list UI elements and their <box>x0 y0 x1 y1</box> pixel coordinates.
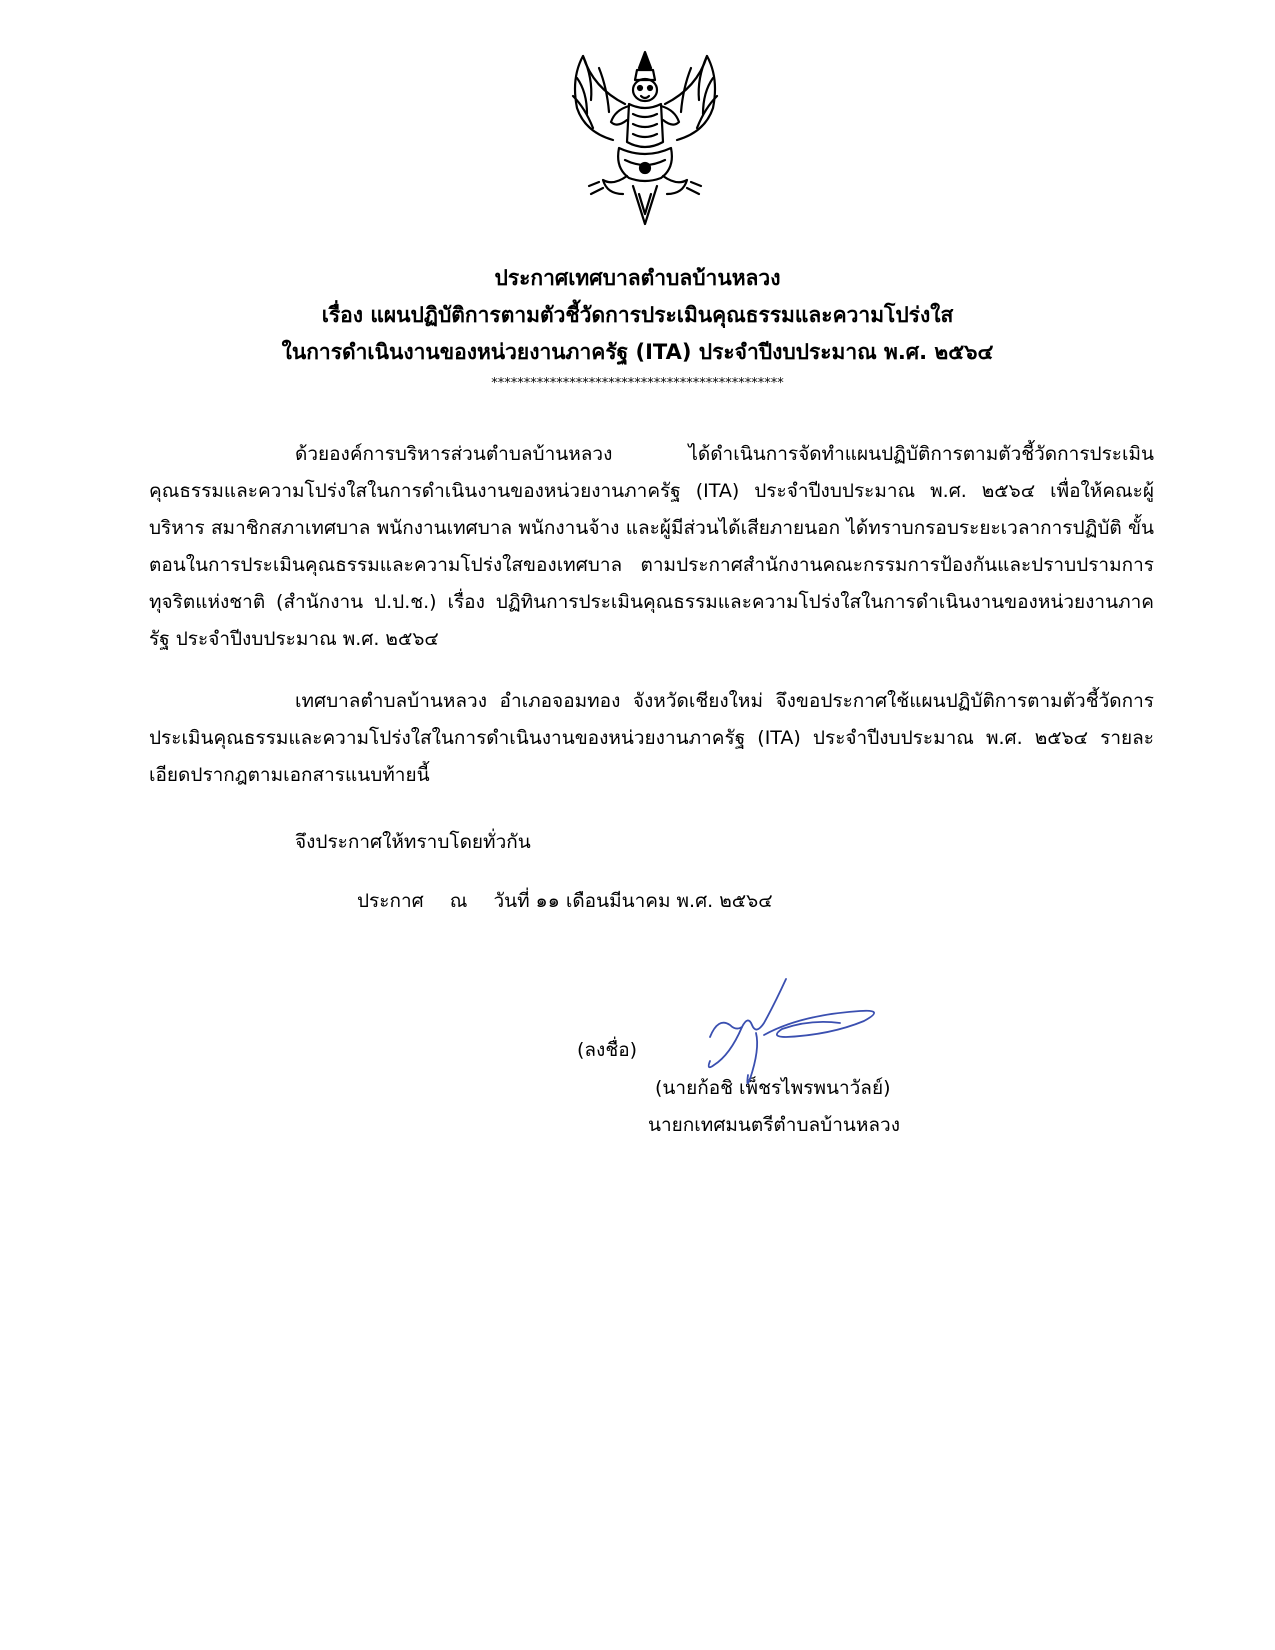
garuda-emblem-icon <box>563 48 727 226</box>
handwritten-signature <box>690 975 910 1105</box>
signatory-name: (นายก้อชิ เพ็ชรไพรพนาวัลย์) <box>655 1077 891 1099</box>
announcement-subject-continued: ในการดำเนินงานของหน่วยงานภาครัฐ (ITA) ประจำปีงบประมาณ พ.ศ. ๒๕๖๔ <box>281 340 994 364</box>
date-at: ณ <box>449 890 468 912</box>
announcement-subject: เรื่อง แผนปฏิบัติการตามตัวชี้วัดการประเมินคุณธรรมและความโปร่งใส <box>321 303 954 327</box>
signed-label: (ลงชื่อ) <box>577 1039 638 1061</box>
date-label: ประกาศ <box>357 890 424 912</box>
body-paragraph-2: เทศบาลตำบลบ้านหลวง อำเภอจอมทอง จังหวัดเชียงใหม่ จึงขอประกาศใช้แผนปฏิบัติการตามตัวชี้วัดการประเมินคุณธรรมและความโปร่งใสในการดำเนินงานของหน่วยงานภาครัฐ (ITA) ประจำปีงบประมาณ พ.ศ. ๒๕๖๔ รายละเอียดปรากฎตามเอกสารแนบท้ายนี้ <box>149 690 1154 786</box>
body-paragraph-1: ด้วยองค์การบริหารส่วนตำบลบ้านหลวง ได้ดำเนินการจัดทำแผนปฏิบัติการตามตัวชี้วัดการประเมินคุณธรรมและความโปร่งใสในการดำเนินงานของหน่วยงานภาครัฐ (ITA) ประจำปีงบประมาณ พ.ศ. ๒๕๖๔ เพื่อให้คณะผู้บริหาร สมาชิกสภาเทศบาล พนักงานเทศบาล พนักงานจ้าง และผู้มีส่วนได้เสียภายนอก ได้ทราบกรอบระยะเวลาการปฏิบัติ ขั้นตอนในการประเมินคุณธรรมและความโปร่งใสของเทศบาล ตามประกาศสำนักงานคณะกรรมการป้องกันและปราบปรามการทุจริตแห่งชาติ (สำนักงาน ป.ป.ช.) เรื่อง ปฏิทินการประเมินคุณธรรมและความโปร่งใสในการดำเนินงานของหน่วยงานภาครัฐ ประจำปีงบประมาณ พ.ศ. ๒๕๖๔ <box>149 443 1154 650</box>
announcement-date <box>357 886 793 916</box>
closing-statement: จึงประกาศให้ทราบโดยทั่วกัน <box>295 831 531 853</box>
separator-line: ********************************************* <box>491 376 784 391</box>
signatory-position: นายกเทศมนตรีตำบลบ้านหลวง <box>648 1114 900 1136</box>
announcement-title: ประกาศเทศบาลตำบลบ้านหลวง <box>494 266 781 290</box>
date-value: วันที่ ๑๑ เดือนมีนาคม พ.ศ. ๒๕๖๔ <box>493 890 773 912</box>
